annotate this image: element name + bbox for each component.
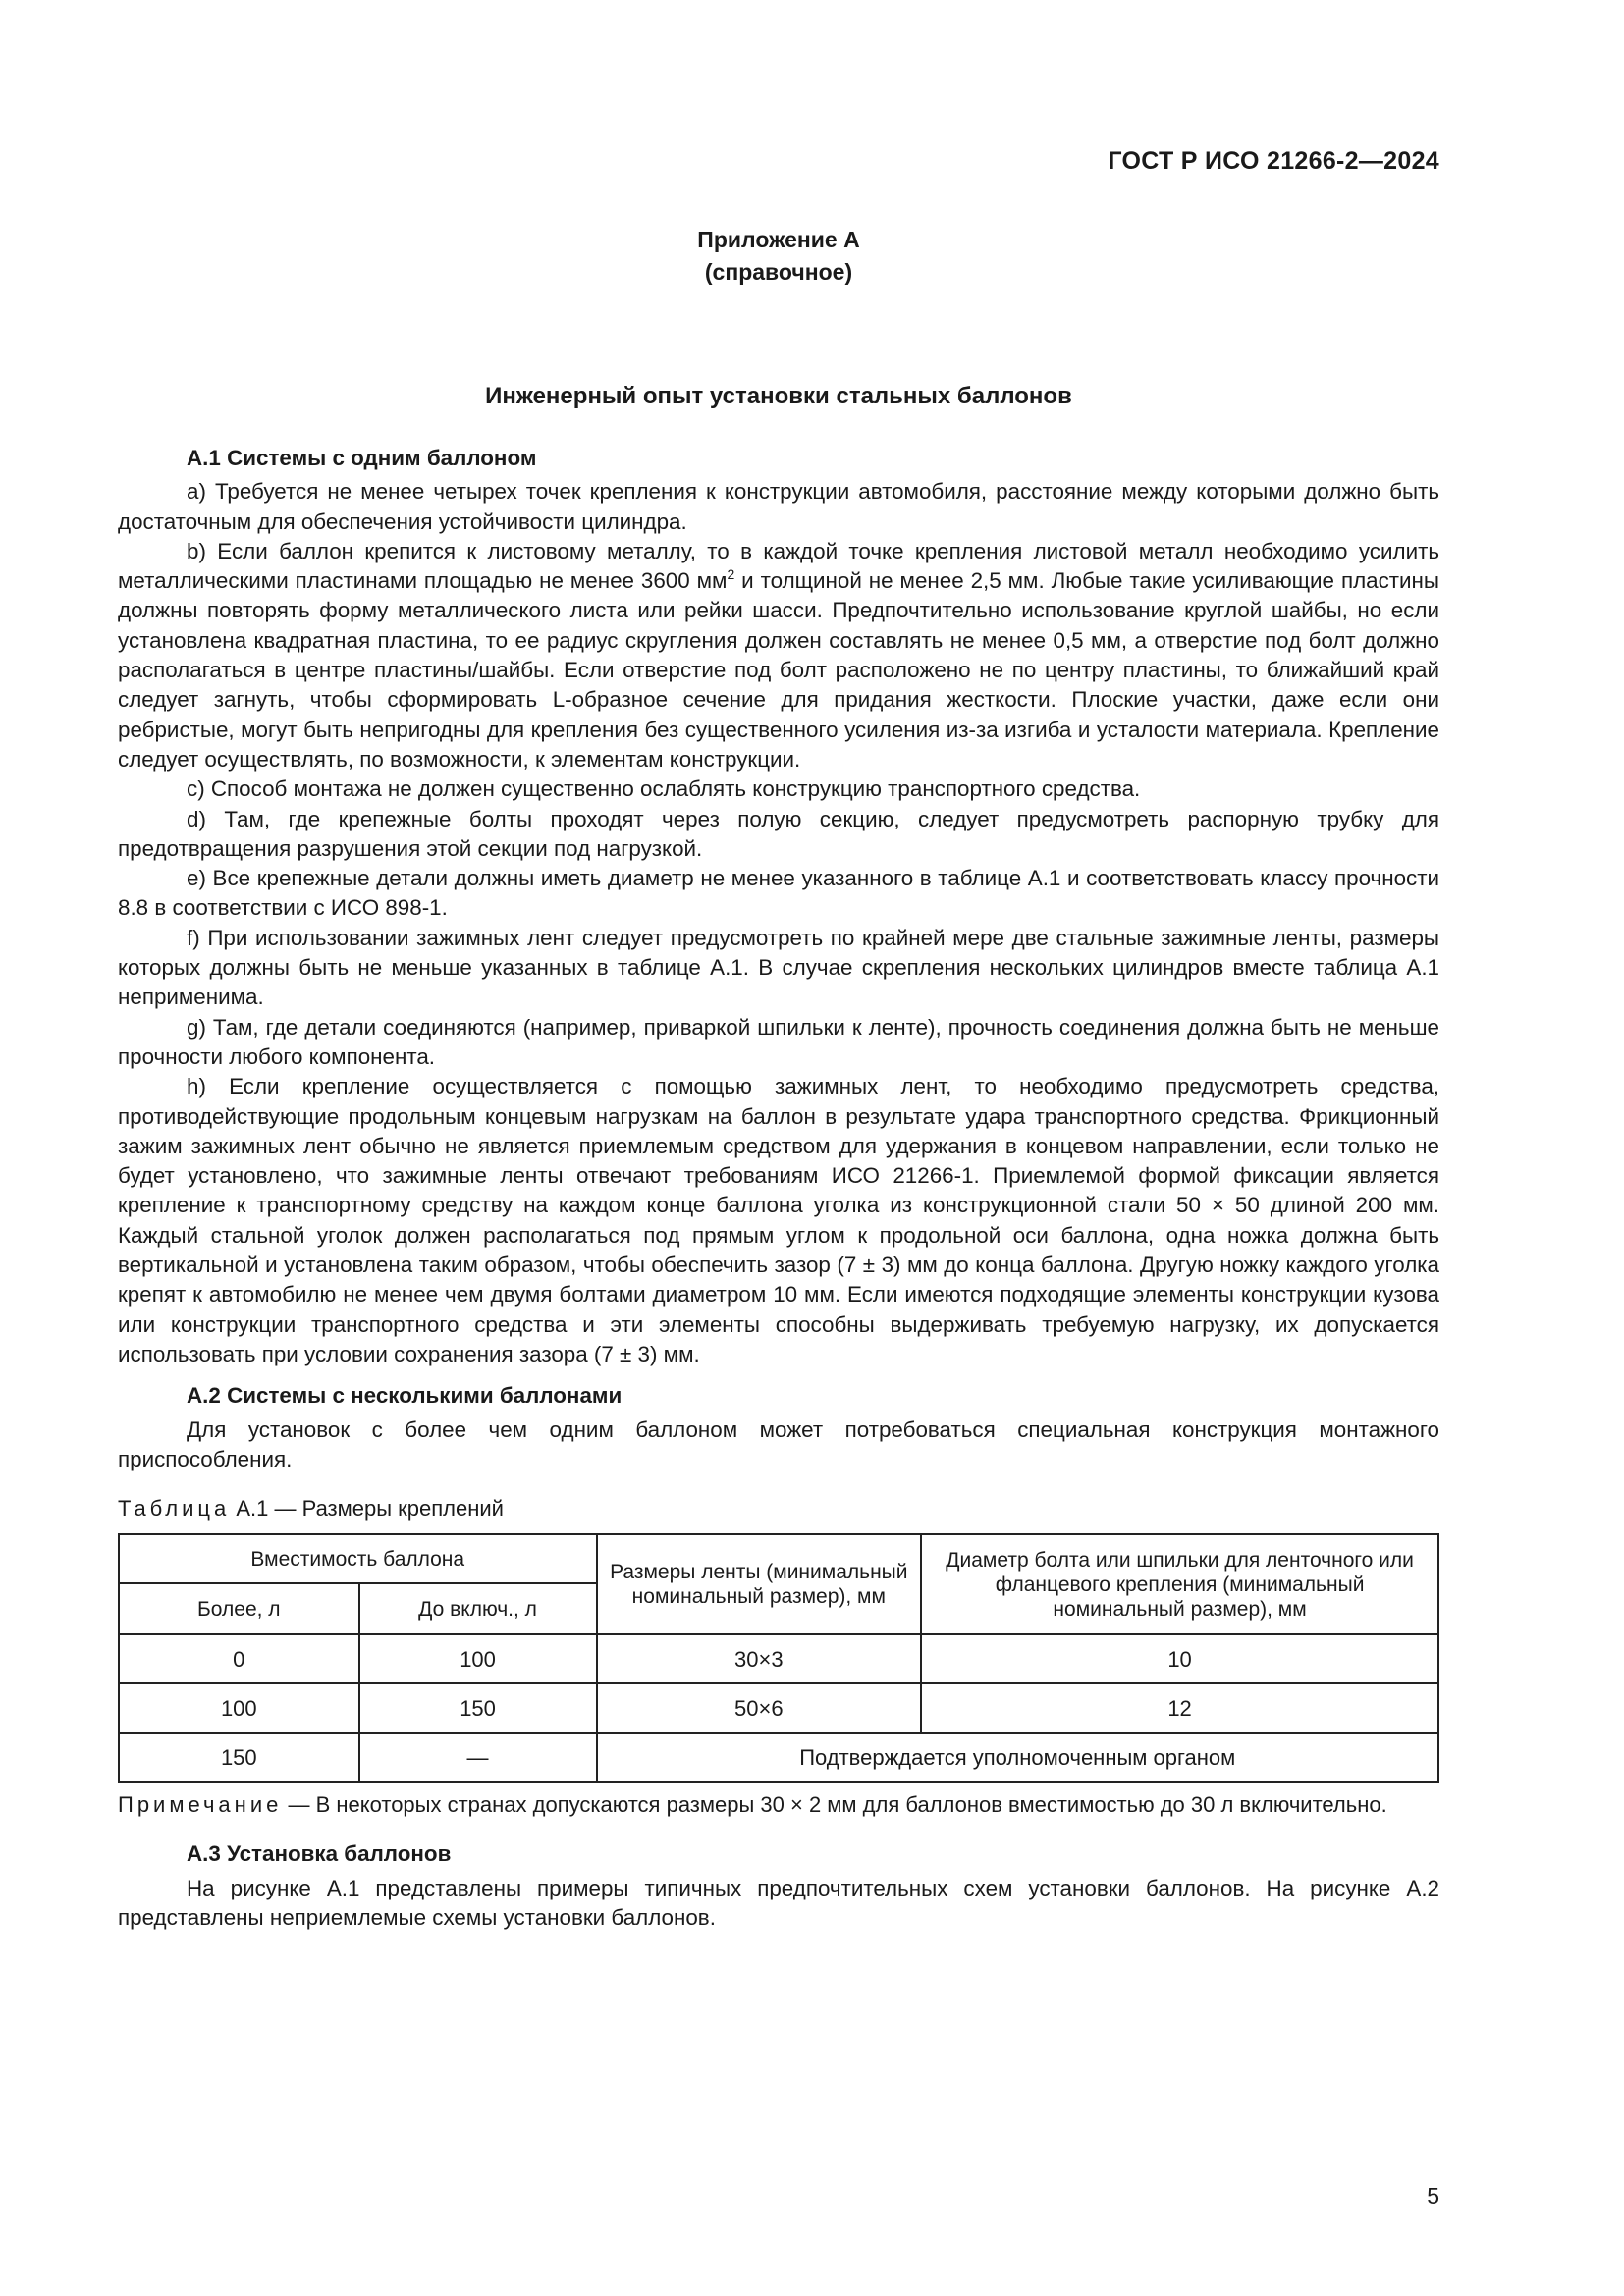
document-page [118,0,1439,2296]
annex-label: Приложение А [697,227,860,252]
paragraph-a1-h: h) Если крепление осуществляется с помощью зажимных лент, то необходимо предусмотреть средства, противодействующие продольным концевым нагрузкам на баллон в результате удара транспортного средства. Фрикционный зажим зажимных лент обычно не является приемлемым средством для удержания в концевом направлении, если только не будет установлено, что зажимные ленты отвечают требованиям ИСО 21266-1. Приемлемой формой фиксации является крепление к транспортному средству на каждом конце баллона уголка из конструкционной стали 50 × 50 длиной 200 мм. Каждый стальной уголок должен располагаться под прямым углом к продольной оси баллона, одна ножка должна быть вертикальной и установлена таким образом, чтобы обеспечить зазор (7 ± 3) мм до конца баллона. Другую ножку каждого уголка крепят к автомобилю не менее чем двумя болтами диаметром 10 мм. Если имеются подходящие элементы конструкции кузова или конструкции транспортного средства и эти элементы способны выдерживать требуемую нагрузку, их допускается использовать при условии сохранения зазора (7 ± 3) мм. [118,1074,1439,1366]
annex-title: Инженерный опыт установки стальных баллонов [485,383,1072,409]
paragraph-a1-b-pre: b) Если баллон крепится к листовому металлу, то в каждой точке крепления листовой металл необходимо усилить металлическими пластинами площадью не менее 3600 мм [118,538,1439,594]
section-a3-title: А.3 Установка баллонов [187,1842,452,1867]
header-band-size: Размеры ленты (минимальный номинальный размер), мм [597,1534,922,1634]
paragraph-a3: На рисунке А.1 представлены примеры типичных предпочтительных схем установки баллонов. На рисунке А.2 представлены неприемлемые схемы установки баллонов. [118,1875,1439,1930]
cell-bolt: 10 [921,1634,1438,1683]
header-up-to: До включ., л [359,1583,597,1634]
paragraph-a1-a: a) Требуется не менее четырех точек крепления к конструкции автомобиля, расстояние между которыми должно быть достаточным для обеспечения устойчивости цилиндра. [118,479,1439,534]
cell-upto: — [359,1733,597,1782]
annex-kind: (справочное) [704,259,853,285]
header-capacity: Вместимость баллона [119,1534,597,1583]
header-more-than: Более, л [119,1583,359,1634]
section-a1-title: А.1 Системы с одним баллоном [187,446,537,470]
table-row [119,1634,1438,1683]
table-caption [118,1494,1439,1523]
cell-more: 0 [119,1634,359,1683]
cell-band: 50×6 [597,1683,922,1733]
superscript-2: 2 [727,566,735,583]
paragraph-a1-e: e) Все крепежные детали должны иметь диаметр не менее указанного в таблице А.1 и соответствовать классу прочности 8.8 в соответствии с ИСО 898-1. [118,866,1439,921]
paragraph-a1-d: d) Там, где крепежные болты проходят через полую секцию, следует предусмотреть распорную трубку для предотвращения разрушения этой секции под нагрузкой. [118,806,1439,861]
note-text: — В некоторых странах допускаются размеры 30 × 2 мм для баллонов вместимостью до 30 л включительно. [282,1792,1387,1818]
cell-upto: 150 [359,1683,597,1733]
cell-more: 100 [119,1683,359,1733]
cell-upto: 100 [359,1634,597,1683]
document-body [118,444,1439,1933]
header-bolt-diameter: Диаметр болта или шпильки для ленточного или фланцевого крепления (минимальный номинальный размер), мм [921,1534,1438,1634]
cell-band: 30×3 [597,1634,922,1683]
table-caption-rest: А.1 — Размеры креплений [230,1496,504,1522]
cell-more: 150 [119,1733,359,1782]
standard-header: ГОСТ Р ИСО 21266-2—2024 [1108,147,1439,175]
paragraph-a1-g: g) Там, где детали соединяются (например, приваркой шпильки к ленте), прочность соединения должна быть не меньше прочности любого компонента. [118,1014,1439,1069]
section-a2-title: А.2 Системы с несколькими баллонами [187,1383,623,1409]
paragraph-a1-f: f) При использовании зажимных лент следует предусмотреть по крайней мере две стальные зажимные ленты, размеры которых должны быть не меньше указанных в таблице А.1. В случае скрепления нескольких цилиндров вместе таблица А.1 неприменима. [118,925,1439,1010]
table-row [119,1733,1438,1782]
table-caption-label: Таблица [118,1496,231,1522]
cell-merged: Подтверждается уполномоченным органом [597,1733,1439,1782]
note-label: Примечание [118,1792,283,1818]
annex-heading [118,224,1439,289]
table-note [118,1790,1439,1820]
paragraph-a1-c: c) Способ монтажа не должен существенно ослаблять конструкцию транспортного средства. [187,776,1141,802]
paragraph-a1-b [118,537,1439,774]
paragraph-a2: Для установок с более чем одним баллоном может потребоваться специальная конструкция монтажного приспособления. [118,1416,1439,1471]
cell-bolt: 12 [921,1683,1438,1733]
paragraph-a1-b-post: и толщиной не менее 2,5 мм. Любые такие усиливающие пластины должны повторять форму металлического листа или рейки шасси. Предпочтительно использование круглой шайбы, но если установлена квадратная пластина, то ее радиус скругления должен составлять не менее 0,5 мм, а отверстие под болт должно располагаться в центре пластины/шайбы. Если отверстие под болт расположено не по центру пластины, то ближайший край следует загнуть, чтобы сформировать L-образное сечение для придания жесткости. Плоские участки, даже если они ребристые, могут быть непригодны для крепления без существенного усиления из-за изгиба и усталости материала. Крепление следует осуществлять, по возможности, к элементам конструкции. [118,568,1439,772]
page-number: 5 [1427,2183,1439,2209]
mounting-dimensions-table [118,1533,1439,1783]
table-row [119,1683,1438,1733]
